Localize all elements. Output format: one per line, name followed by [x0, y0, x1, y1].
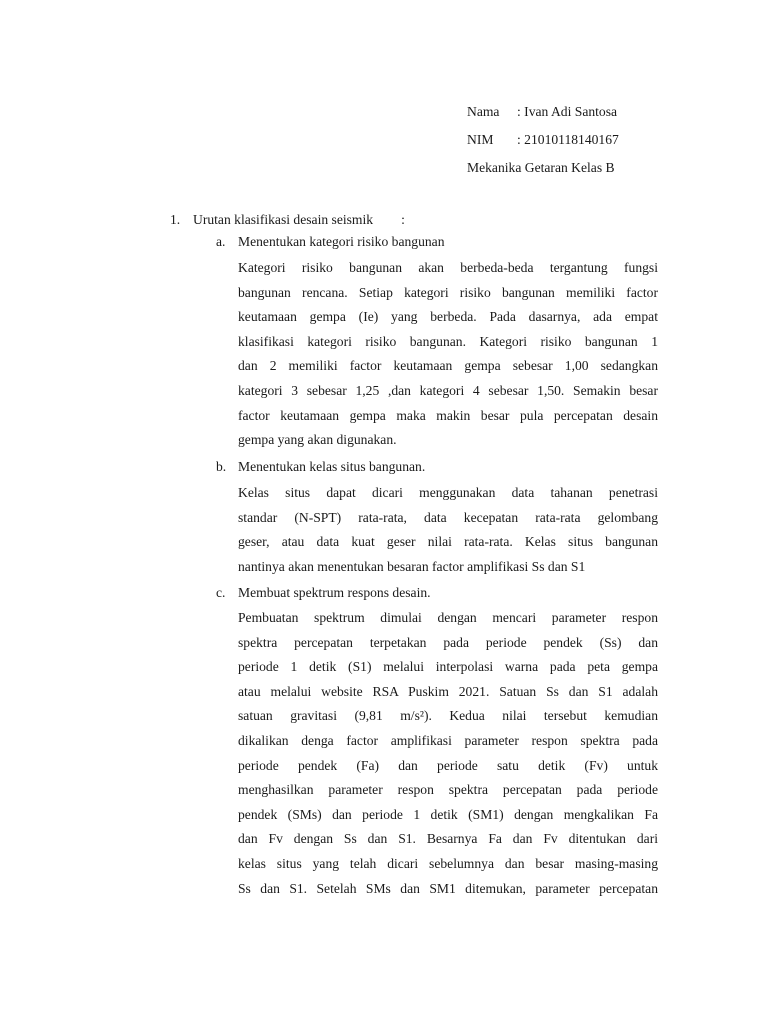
item-b-heading: [216, 459, 425, 475]
item-a-heading: [216, 234, 445, 250]
name-value: : Ivan Adi Santosa: [517, 104, 618, 119]
item-a-letter: a.: [216, 234, 226, 249]
paragraph-line: Pembuatan spektrum dimulai dengan mencari parameter respon: [238, 610, 658, 625]
paragraph-line: standar (N-SPT) rata-rata, data kecepatan rata-rata gelombang: [238, 509, 658, 525]
paragraph-line: bangunan rencana. Setiap kategori risiko bangunan memiliki factor: [238, 284, 658, 300]
paragraph-line: geser, atau data kuat geser nilai rata-rata. Kelas situs bangunan: [238, 534, 658, 550]
paragraph-line: dan Fv dengan Ss dan S1. Besarnya Fa dan Fv ditentukan dari: [238, 831, 658, 847]
paragraph-line: gempa yang akan digunakan.: [238, 432, 397, 448]
section-1-heading: [170, 212, 405, 228]
paragraph-line: periode 1 detik (S1) melalui interpolasi warna pada peta gempa: [238, 659, 658, 675]
student-info-header: [467, 101, 619, 185]
paragraph-line: dikalikan denga factor amplifikasi parameter respon spektra pada: [238, 732, 658, 748]
item-a-title: Menentukan kategori risiko bangunan: [238, 234, 445, 249]
paragraph-line: atau melalui website RSA Puskim 2021. Satuan Ss dan S1 adalah: [238, 683, 658, 699]
item-c-paragraph: [238, 606, 658, 901]
paragraph-line: keutamaan gempa (Ie) yang berbeda. Pada dasarnya, ada empat: [238, 309, 658, 325]
nim-label: NIM: [467, 132, 494, 147]
paragraph-line: periode pendek (Fa) dan periode satu detik (Fv) untuk: [238, 757, 658, 773]
paragraph-line: dan 2 memiliki factor keutamaan gempa sebesar 1,00 sedangkan: [238, 358, 658, 374]
nim-line: [467, 129, 619, 157]
section-number: 1.: [170, 212, 181, 227]
item-c-title: Membuat spektrum respons desain.: [238, 585, 431, 600]
item-c-letter: c.: [216, 585, 226, 600]
paragraph-line: Ss dan S1. Setelah SMs dan SM1 ditemukan, parameter percepatan: [238, 880, 658, 896]
paragraph-line: spektra percepatan terpetakan pada periode pendek (Ss) dan: [238, 634, 658, 650]
paragraph-line: satuan gravitasi (9,81 m/s²). Kedua nilai tersebut kemudian: [238, 708, 658, 724]
paragraph-line: kelas situs yang telah dicari sebelumnya dan besar masing-masing: [238, 855, 658, 871]
item-c-heading: [216, 585, 431, 601]
section-colon: :: [401, 212, 405, 227]
paragraph-line: Kategori risiko bangunan akan berbeda-beda tergantung fungsi: [238, 260, 658, 275]
name-label: Nama: [467, 104, 500, 119]
paragraph-line: factor keutamaan gempa maka makin besar pula percepatan desain: [238, 407, 658, 423]
section-title: Urutan klasifikasi desain seismik: [193, 212, 374, 227]
paragraph-line: kategori 3 sebesar 1,25 ,dan kategori 4 sebesar 1,50. Semakin besar: [238, 382, 658, 398]
course-line: [467, 157, 619, 185]
item-a-paragraph: [238, 256, 658, 453]
paragraph-line: klasifikasi kategori risiko bangunan. Kategori risiko bangunan 1: [238, 333, 658, 349]
item-b-letter: b.: [216, 459, 227, 474]
item-b-title: Menentukan kelas situs bangunan.: [238, 459, 426, 474]
nim-value: : 21010118140167: [517, 132, 619, 147]
course-name: Mekanika Getaran Kelas B: [467, 160, 615, 175]
paragraph-line: Kelas situs dapat dicari menggunakan data tahanan penetrasi: [238, 485, 658, 500]
name-line: [467, 101, 619, 129]
item-b-paragraph: [238, 481, 658, 579]
paragraph-line: nantinya akan menentukan besaran factor amplifikasi Ss dan S1: [238, 558, 586, 574]
paragraph-line: pendek (SMs) dan periode 1 detik (SM1) dengan mengkalikan Fa: [238, 806, 658, 822]
paragraph-line: menghasilkan parameter respon spektra percepatan pada periode: [238, 782, 658, 798]
